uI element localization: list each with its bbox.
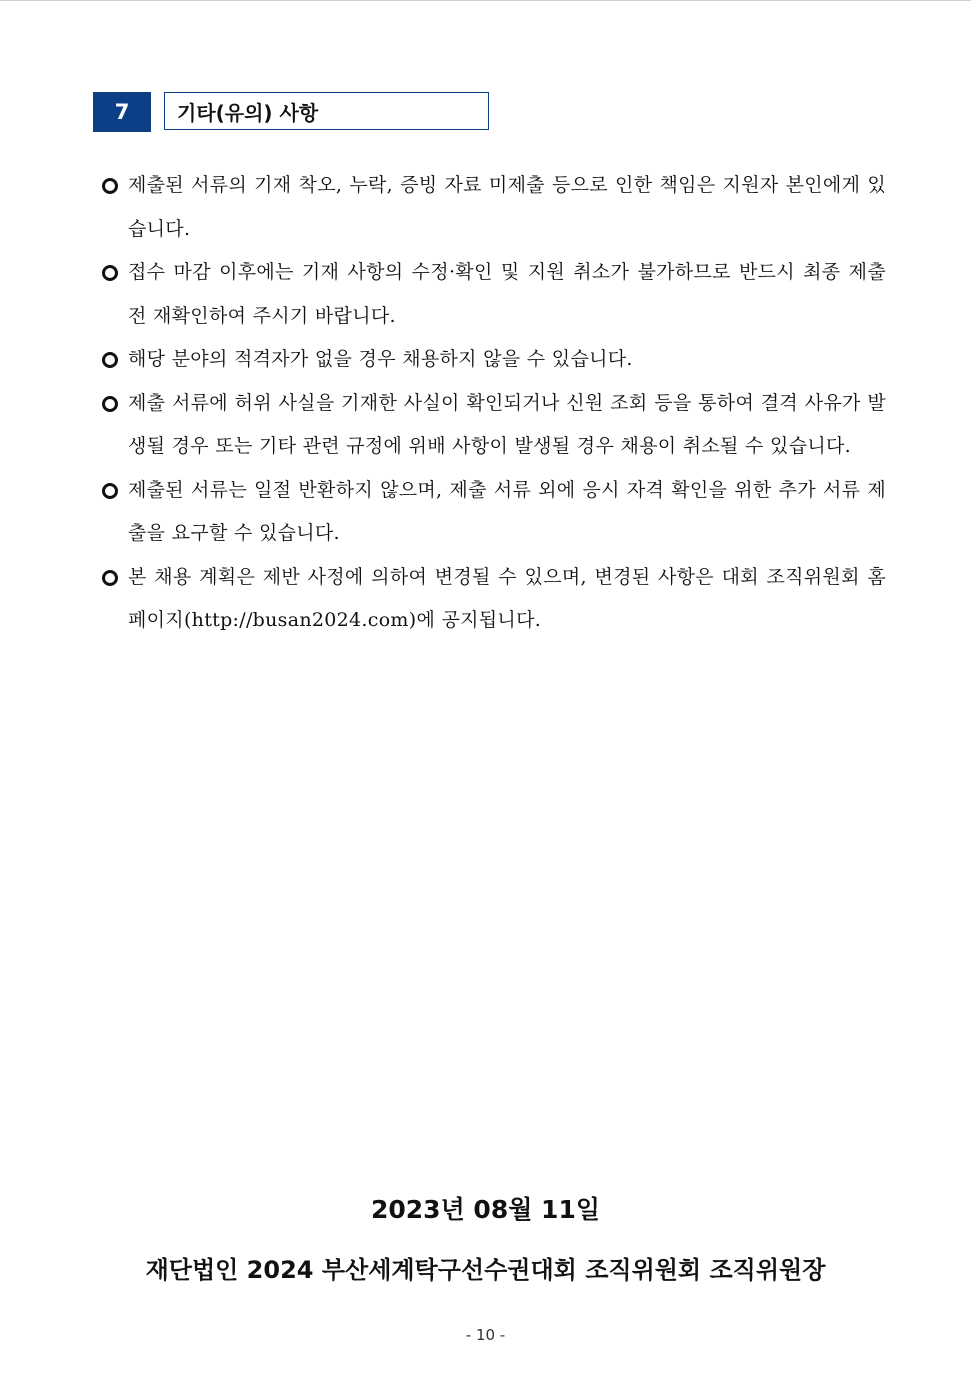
list-item: [100, 382, 886, 469]
list-item: [100, 556, 886, 643]
list-item-text: 제출된 서류의 기재 착오, 누락, 증빙 자료 미제출 등으로 인한 책임은 지원자 본인에게 있습니다.: [128, 174, 887, 240]
circle-bullet-icon: [102, 396, 118, 412]
section-number-badge: 7: [93, 92, 151, 132]
list-item: [100, 251, 886, 338]
issuer-name: 재단법인 2024 부산세계탁구선수권대회 조직위원회 조직위원장: [145, 1256, 826, 1284]
circle-bullet-icon: [102, 265, 118, 281]
circle-bullet-icon: [102, 178, 118, 194]
circle-bullet-icon: [102, 352, 118, 368]
section-title: [164, 92, 489, 130]
list-item-text: 본 채용 계획은 제반 사정에 의하여 변경될 수 있으며, 변경된 사항은 대회 조직위원회 홈페이지(http://busan2024.com)에 공지됩니다.: [128, 565, 886, 631]
list-item-text: 해당 분야의 적격자가 없을 경우 채용하지 않을 수 있습니다.: [128, 348, 633, 370]
circle-bullet-icon: [102, 570, 118, 586]
section-title-text: 기타(유의) 사항: [177, 100, 319, 125]
list-item: [100, 469, 886, 556]
list-item-text: 제출 서류에 허위 사실을 기재한 사실이 확인되거나 신원 조회 등을 통하여 결격 사유가 발생될 경우 또는 기타 관련 규정에 위배 사항이 발생될 경우 채용이 취소될 수 있습니다.: [128, 391, 886, 457]
list-item-text: 제출된 서류는 일절 반환하지 않으며, 제출 서류 외에 응시 자격 확인을 위한 추가 서류 제출을 요구할 수 있습니다.: [128, 478, 886, 544]
list-item-text: 접수 마감 이후에는 기재 사항의 수정·확인 및 지원 취소가 불가하므로 반드시 최종 제출 전 재확인하여 주시기 바랍니다.: [128, 261, 886, 327]
list-item: [100, 164, 886, 251]
circle-bullet-icon: [102, 483, 118, 499]
top-border: [0, 0, 971, 1]
announcement-date: 2023년 08월 11일: [370, 1195, 601, 1224]
list-item: [100, 338, 886, 382]
page-number: - 10 -: [465, 1326, 506, 1344]
notice-list: [100, 164, 886, 643]
